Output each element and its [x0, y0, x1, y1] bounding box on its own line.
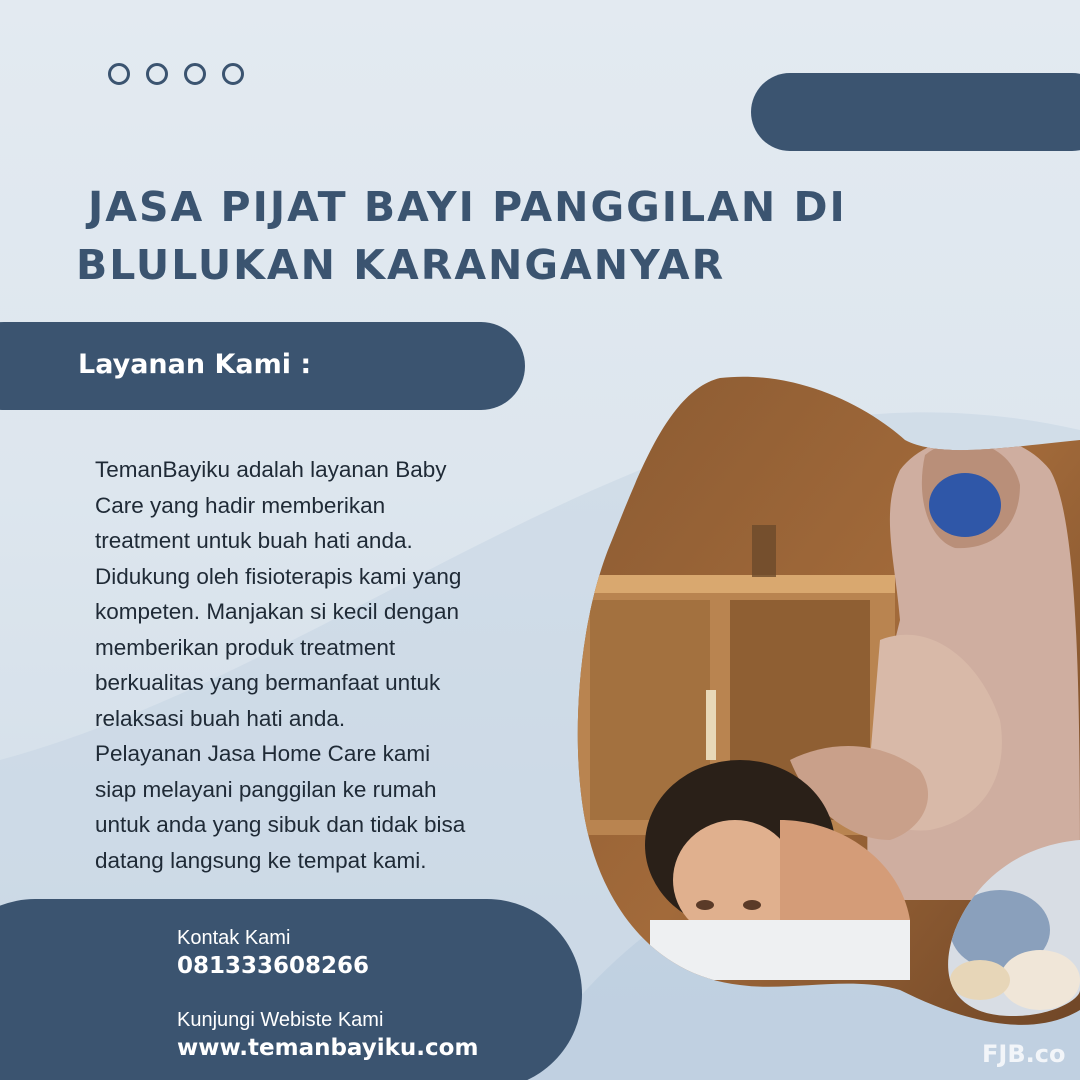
service-description: TemanBayiku adalah layanan Baby Care yang hadir memberikan treatment untuk buah hati anda. Didukung oleh fisioterapis kami yang kompeten. Manjakan si kecil dengan memberikan produk treatment berkualitas yang bermanfaat untuk relaksasi buah hati anda. Pelayanan Jasa Home Care kami siap melayani panggilan ke rumah untuk anda yang sibuk dan tidak bisa datang langsung ke tempat kami.	[95, 457, 466, 873]
title-line-2: BLULUKAN KARANGANYAR	[76, 241, 726, 289]
section-heading: Layanan Kami :	[78, 349, 312, 380]
website-link[interactable]: www.temanbayiku.com	[177, 1035, 479, 1061]
contact-phone[interactable]: 081333608266	[177, 953, 370, 979]
website-label: Kunjungi Webiste Kami	[177, 1009, 384, 1031]
title-line-1: JASA PIJAT BAYI PANGGILAN DI	[88, 183, 847, 231]
watermark: FJB.co	[982, 1040, 1066, 1068]
contact-label: Kontak Kami	[177, 927, 291, 949]
